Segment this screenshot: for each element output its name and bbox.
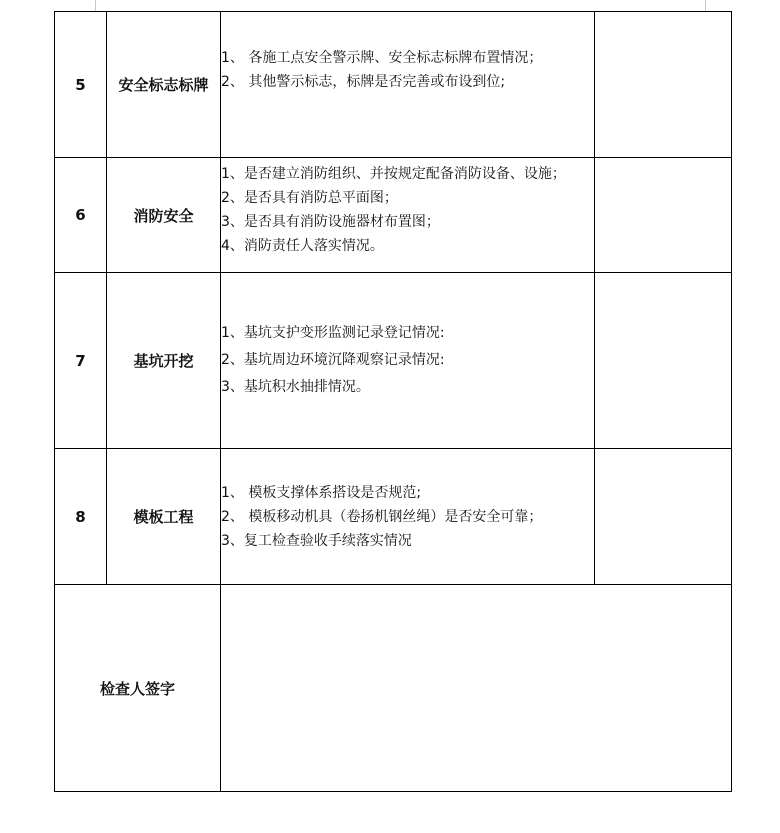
table-row	[55, 12, 732, 158]
page-margin-mark-left	[95, 0, 96, 11]
content-line: 1、 模板支撑体系搭设是否规范;	[221, 484, 422, 501]
table-row	[55, 449, 732, 585]
check-content	[221, 273, 595, 449]
table-row	[55, 158, 732, 273]
check-item: 安全标志标牌	[107, 12, 221, 158]
row-number: 8	[55, 449, 107, 585]
page-margin-mark-right	[705, 0, 706, 11]
content-line: 1、基坑支护变形监测记录登记情况:	[221, 325, 445, 341]
content-line: 2、基坑周边环境沉降观察记录情况:	[221, 352, 445, 368]
content-line: 2、是否具有消防总平面图；	[221, 190, 398, 206]
remark-cell[interactable]	[595, 273, 732, 449]
content-line: 3、是否具有消防设施器材布置图；	[221, 214, 440, 230]
content-line: 4、消防责任人落实情况。	[221, 238, 384, 254]
content-line: 3、基坑积水抽排情况。	[221, 379, 370, 395]
content-line: 2、 其他警示标志，标牌是否完善或布设到位;	[221, 73, 506, 90]
inspector-signature-field[interactable]	[221, 585, 732, 792]
row-number: 6	[55, 158, 107, 273]
row-number: 5	[55, 12, 107, 158]
inspection-table	[54, 11, 732, 792]
check-item: 模板工程	[107, 449, 221, 585]
inspector-signature-label: 检查人签字	[55, 585, 221, 792]
check-item: 消防安全	[107, 158, 221, 273]
table-row	[55, 273, 732, 449]
content-line: 1、 各施工点安全警示牌、安全标志标牌布置情况；	[221, 49, 543, 66]
content-line: 3、复工检查验收手续落实情况	[221, 532, 412, 549]
check-content	[221, 158, 595, 273]
check-content	[221, 12, 595, 158]
check-item: 基坑开挖	[107, 273, 221, 449]
signature-row	[55, 585, 732, 792]
remark-cell[interactable]	[595, 12, 732, 158]
remark-cell[interactable]	[595, 158, 732, 273]
content-line: 2、 模板移动机具（卷扬机钢丝绳）是否安全可靠；	[221, 508, 543, 525]
remark-cell[interactable]	[595, 449, 732, 585]
content-line: 1、是否建立消防组织、并按规定配备消防设备、设施；	[221, 166, 566, 182]
row-number: 7	[55, 273, 107, 449]
check-content	[221, 449, 595, 585]
